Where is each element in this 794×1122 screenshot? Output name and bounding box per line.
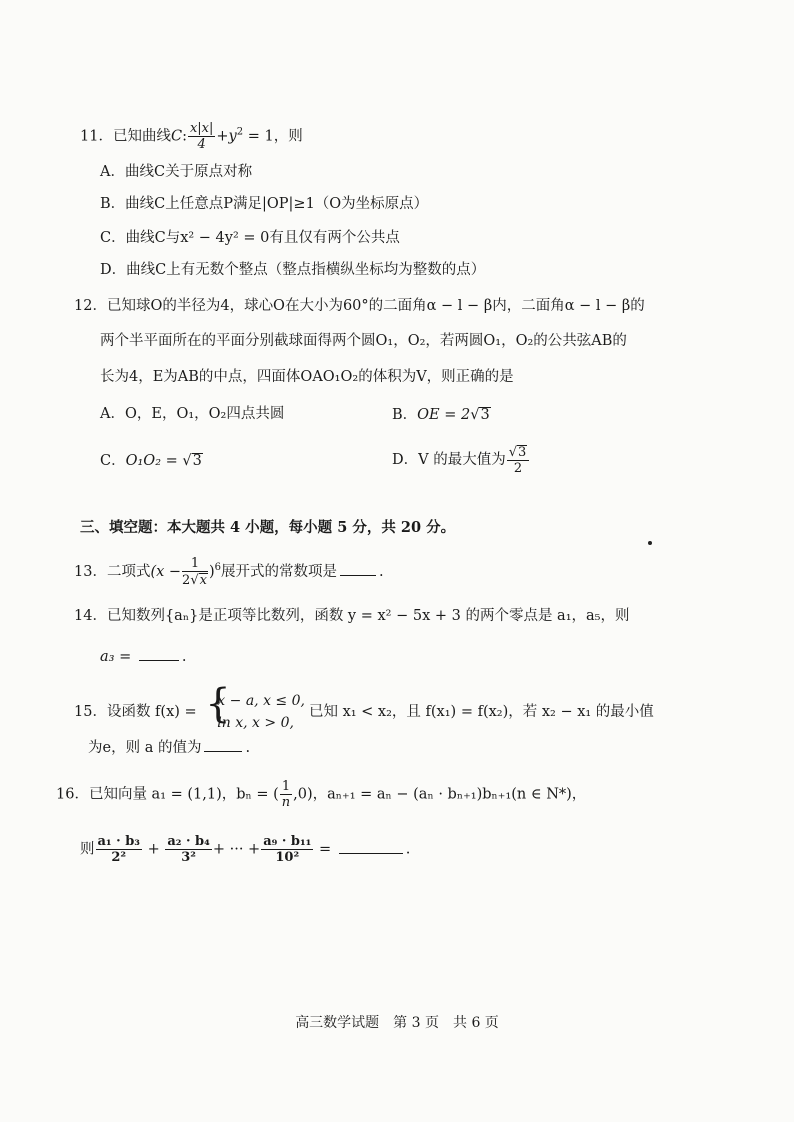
q16-number: 16． xyxy=(56,786,89,803)
q13-frac-den: 2√x xyxy=(182,573,207,588)
q12-option-b-radicand: 3 xyxy=(480,407,490,423)
left-brace-icon: { xyxy=(205,681,231,727)
q16-line-2-pre: 则 xyxy=(80,841,95,858)
q16-line-1 xyxy=(56,780,586,809)
q12-line-2: 两个半平面所在的平面分别截球面得两个圆O₁，O₂，若两圆O₁，O₂的公共弦AB的 xyxy=(100,333,627,349)
q12-option-b-label: B． xyxy=(392,407,418,423)
q15-pre: 设函数 f(x) = xyxy=(106,704,202,720)
q11-stem-text: 已知曲线 xyxy=(112,128,171,145)
q12-line-3: 长为4，E为AB的中点，四面体OAO₁O₂的体积为V，则正确的是 xyxy=(100,369,514,385)
q11-frac-num: x|x| xyxy=(189,121,214,136)
q13-fraction xyxy=(182,557,208,587)
page-footer: 高三数学试题 第 3 页 共 6 页 xyxy=(295,1015,499,1031)
q13 xyxy=(74,557,384,587)
q11-curve-name: C xyxy=(170,128,183,145)
q15-line-2 xyxy=(88,741,250,756)
q15-number: 15． xyxy=(74,704,107,720)
q16-line-1b: ,0)，aₙ₊₁ = aₙ − (aₙ · bₙ₊₁)bₙ₊₁(n ∈ N*)， xyxy=(293,786,587,803)
q13-number: 13． xyxy=(74,564,107,580)
sqrt-icon: √ xyxy=(508,445,518,460)
q11-frac-den: 4 xyxy=(197,137,206,152)
q13-pre: 二项式 xyxy=(106,564,151,580)
q11-stem-end: = 1，则 xyxy=(243,128,303,145)
sqrt-icon: √ xyxy=(182,453,192,469)
q12-option-d xyxy=(392,445,530,475)
q12-option-b xyxy=(392,407,491,423)
q16-term-1-den: 2² xyxy=(111,850,127,865)
q11-option-a: A．曲线C关于原点对称 xyxy=(100,164,253,180)
q14-answer-blank[interactable] xyxy=(139,658,179,661)
q16-line-1a: 已知向量 a₁ = (1,1)，bₙ = ( xyxy=(88,786,279,803)
q11-number: 11． xyxy=(80,128,113,145)
q11-option-d: D．曲线C上有无数个整点（整点指横纵坐标均为整数的点） xyxy=(100,262,486,278)
q13-post: 展开式的常数项是 xyxy=(221,564,338,580)
q11-option-b: B．曲线C上任意点P满足|OP|≥1（O为坐标原点） xyxy=(100,196,429,212)
q12-option-c-label: C． xyxy=(100,453,126,469)
stray-mark xyxy=(648,541,652,545)
q12-option-d-num: √3 xyxy=(507,445,530,461)
q11-term-sup: 2 xyxy=(236,126,244,138)
q11-term: +y xyxy=(216,128,237,145)
q13-exponent: 6 xyxy=(214,562,222,574)
q16-plus-dots: + ··· + xyxy=(212,841,261,858)
q13-answer-blank[interactable] xyxy=(340,573,376,576)
q16-end: . xyxy=(405,841,411,858)
sqrt-icon: √ xyxy=(470,407,480,423)
q15-end: . xyxy=(245,740,251,756)
q15-case-2: ln x, x > 0, xyxy=(217,715,294,731)
q16-term-3-num: a₉ · b₁₁ xyxy=(263,834,312,849)
q12-option-c xyxy=(100,453,203,469)
q16-term-3 xyxy=(261,835,313,864)
q16-term-2 xyxy=(165,835,211,864)
q12-option-c-radicand: 3 xyxy=(192,453,202,469)
q14-line-1: 14．已知数列{aₙ}是正项等比数列，函数 y = x² − 5x + 3 的两个零点是 a₁，a₅，则 xyxy=(74,608,630,624)
q16-frac-den: n xyxy=(281,795,291,810)
q15-case-1: x − a, x ≤ 0, xyxy=(217,693,305,709)
q11-stem xyxy=(80,122,303,151)
q16-equals: = xyxy=(314,841,336,858)
q16-fraction xyxy=(280,780,292,809)
q16-term-1-num: a₁ · b₃ xyxy=(97,834,140,849)
q13-frac-num: 1 xyxy=(182,557,208,572)
q11-fraction xyxy=(188,122,215,151)
sqrt-icon: √ xyxy=(190,573,199,588)
q12-line-1: 12．已知球O的半径为4，球心O在大小为60°的二面角α − l − β内，二面角α − l − β的 xyxy=(74,298,645,314)
q16-answer-blank[interactable] xyxy=(339,851,403,854)
q11-option-c: C．曲线C与x² − 4y² = 0有且仅有两个公共点 xyxy=(100,230,400,246)
q16-line-2: 则 $\frac{\text{a₁ · b₃}}{\text{2²}}$ + $\frac{\text{a₂ · b₄}}{\text{3²}}$ + ··· + $\frac{\text{a₉ · b₁₁}}{\text{10²}}$ = . xyxy=(80,834,411,865)
q14-end: . xyxy=(181,649,187,665)
q13-expr-b: ) xyxy=(208,564,215,580)
q12-option-d-label: D． xyxy=(392,452,419,468)
q15-line-1 xyxy=(74,681,654,734)
q15-line-2-text: 为e，则 a 的值为 xyxy=(88,740,202,756)
q13-expr-a: (x − xyxy=(150,564,182,580)
q11-colon: : xyxy=(182,128,187,145)
q15-post: 已知 x₁ < x₂，且 f(x₁) = f(x₂)，若 x₂ − x₁ 的最小值 xyxy=(308,704,654,720)
q16-term-3-den: 10² xyxy=(275,850,300,865)
q12-option-d-fraction xyxy=(507,445,530,475)
q15-answer-blank[interactable] xyxy=(204,749,242,752)
q14-line-2-text: a₃ = xyxy=(100,649,136,665)
q16-term-2-den: 3² xyxy=(181,850,196,865)
q12-option-b-expr: OE = 2 xyxy=(417,407,471,423)
q12-option-a: A．O，E，O₁，O₂四点共圆 xyxy=(100,406,285,422)
q16-term-2-num: a₂ · b₄ xyxy=(167,834,210,849)
q13-end: . xyxy=(379,564,384,580)
q15-piecewise xyxy=(205,681,305,734)
q16-frac-num: 1 xyxy=(281,779,291,794)
q16-term-1 xyxy=(96,835,142,864)
q14-line-2 xyxy=(100,650,186,665)
q12-option-c-expr: O₁O₂ = xyxy=(125,453,183,469)
q12-option-d-den: 2 xyxy=(513,461,523,476)
section-3-title: 三、填空题：本大题共 4 小题，每小题 5 分，共 20 分。 xyxy=(80,519,456,536)
q12-option-d-text: V 的最大值为 xyxy=(418,452,506,468)
